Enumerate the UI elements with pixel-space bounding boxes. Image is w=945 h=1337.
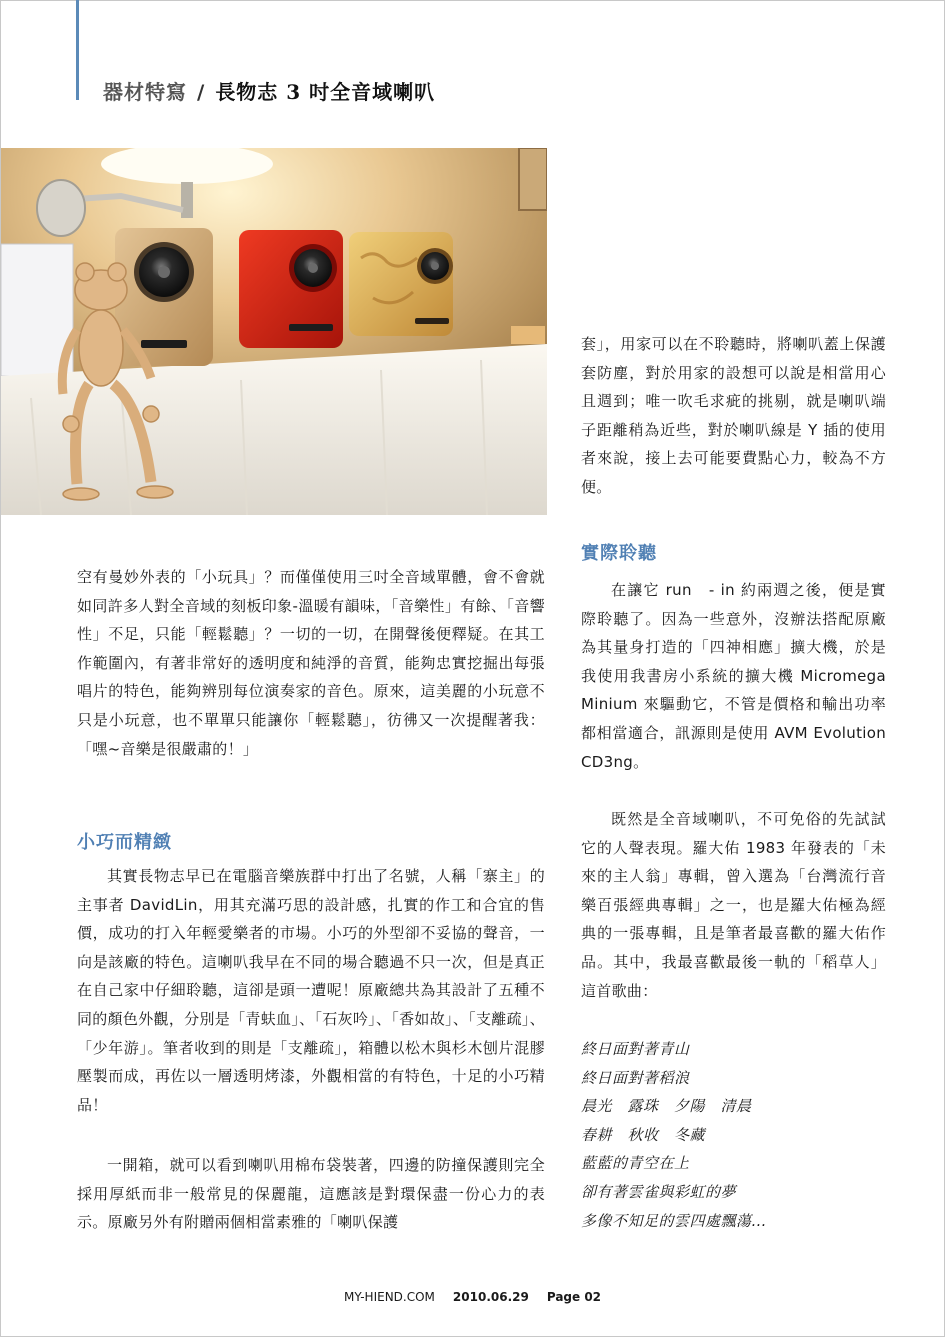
lyric-line: 藍藍的青空在上	[581, 1154, 690, 1173]
lyric-line: 終日面對著稻浪	[581, 1068, 690, 1087]
section1-paragraph-2: 一開箱，就可以看到喇叭用棉布袋裝著，四邊的防撞保護則完全採用厚紙而非一般常見的保麗龍，這應該是對環保盡一份心力的表示。原廠另外有附贈兩個相當素雅的「喇叭保護	[77, 1156, 545, 1232]
header-separator: /	[197, 80, 206, 104]
lamp-wall-mount	[37, 180, 85, 236]
header-category: 器材特寫	[103, 80, 187, 104]
speakers-photo-illustration	[1, 148, 547, 515]
section-heading-listening: 實際聆聽	[581, 543, 657, 564]
continued-paragraph: 套」，用家可以在不聆聽時，將喇叭蓋上保護套防塵，對於用家的設想可以說是相當用心且週到；唯一吹毛求疵的挑剔，就是喇叭端子距離稍為近些，對於喇叭線是 Y 插的使用者來說，接上去可能要費點心力，較為不方便。	[581, 335, 886, 496]
section2-paragraph-1: 在讓它 run - in 約兩週之後，便是實際聆聽了。因為一些意外，沒辦法搭配原廠為其量身打造的「四神相應」擴大機，於是我使用我書房小系統的擴大機 Micromega Minium 來驅動它，不管是價格和輸出功率都相當適合，訊源則是使用 AVM Evolution CD3ng。	[581, 581, 886, 771]
page-header	[103, 76, 435, 105]
header-accent-rule	[76, 0, 79, 100]
article-photo	[1, 148, 547, 515]
lyric-line: 終日面對著青山	[581, 1040, 690, 1058]
speaker-red	[239, 230, 343, 348]
lyric-line: 春耕 秋收 冬藏	[581, 1125, 706, 1144]
page-footer	[0, 1290, 945, 1304]
lyric-line: 多像不知足的雲四處飄蕩…	[581, 1211, 768, 1230]
small-wood-block	[511, 326, 545, 344]
section-heading-compact: 小巧而精緻	[77, 832, 172, 853]
footer-date: 2010.06.29	[452, 1290, 529, 1304]
wall-frame	[519, 148, 547, 210]
section1-paragraph-1: 其實長物志早已在電腦音樂族群中打出了名號，人稱「寨主」的主事者 DavidLin，用其充滿巧思的設計感，扎實的作工和合宜的售價，成功的打入年輕愛樂者的市場。小巧的外型卻不妥協的聲音，一向是該廠的特色。這喇叭我早在不同的場合聽過不只一次，但是真正在自己家中仔細聆聽，這卻是頭一遭呢！原廠總共為其設計了五種不同的顏色外觀，分別是「青蚨血」、「石灰吟」、「香如故」、「支離疏」、「少年游」。筆者收到的則是「支離疏」，箱體以松木與杉木刨片混膠壓製而成，再佐以一層透明烤漆，外觀相當的有特色，十足的小巧精品！	[77, 867, 545, 1114]
footer-page-number: Page 02	[546, 1290, 602, 1304]
lyrics-block	[581, 1035, 886, 1235]
header-title: 長物志 3 吋全音域喇叭	[215, 80, 436, 104]
speaker-burl	[349, 232, 453, 336]
section2-paragraph-2: 既然是全音域喇叭，不可免俗的先試試它的人聲表現。羅大佑 1983 年發表的「未來的主人翁」專輯，曾入選為「台灣流行音樂百張經典專輯」之一，也是羅大佑極為經典的一張專輯，且是筆者最喜歡的羅大佑作品。其中，我最喜歡最後一軌的「稻草人」這首歌曲：	[581, 810, 886, 1000]
intro-paragraph: 空有曼妙外表的「小玩具」？而僅僅使用三吋全音域單體，會不會就如同許多人對全音域的刻板印象-溫暖有韻味，「音樂性」有餘、「音響性」不足，只能「輕鬆聽」？一切的一切，在開聲後便釋疑。在其工作範圍內，有著非常好的透明度和純淨的音質，能夠忠實挖掘出每張唱片的特色，能夠辨別每位演奏家的音色。原來，這美麗的小玩意不只是小玩意，也不單單只能讓你「輕鬆聽」，彷彿又一次提醒著我：「嘿~音樂是很嚴肅的！」	[77, 568, 545, 758]
lyric-line: 晨光 露珠 夕陽 清晨	[581, 1097, 752, 1116]
lyric-line: 卻有著雲雀與彩虹的夢	[581, 1182, 737, 1201]
footer-site: MY-HIEND.COM	[343, 1290, 435, 1304]
